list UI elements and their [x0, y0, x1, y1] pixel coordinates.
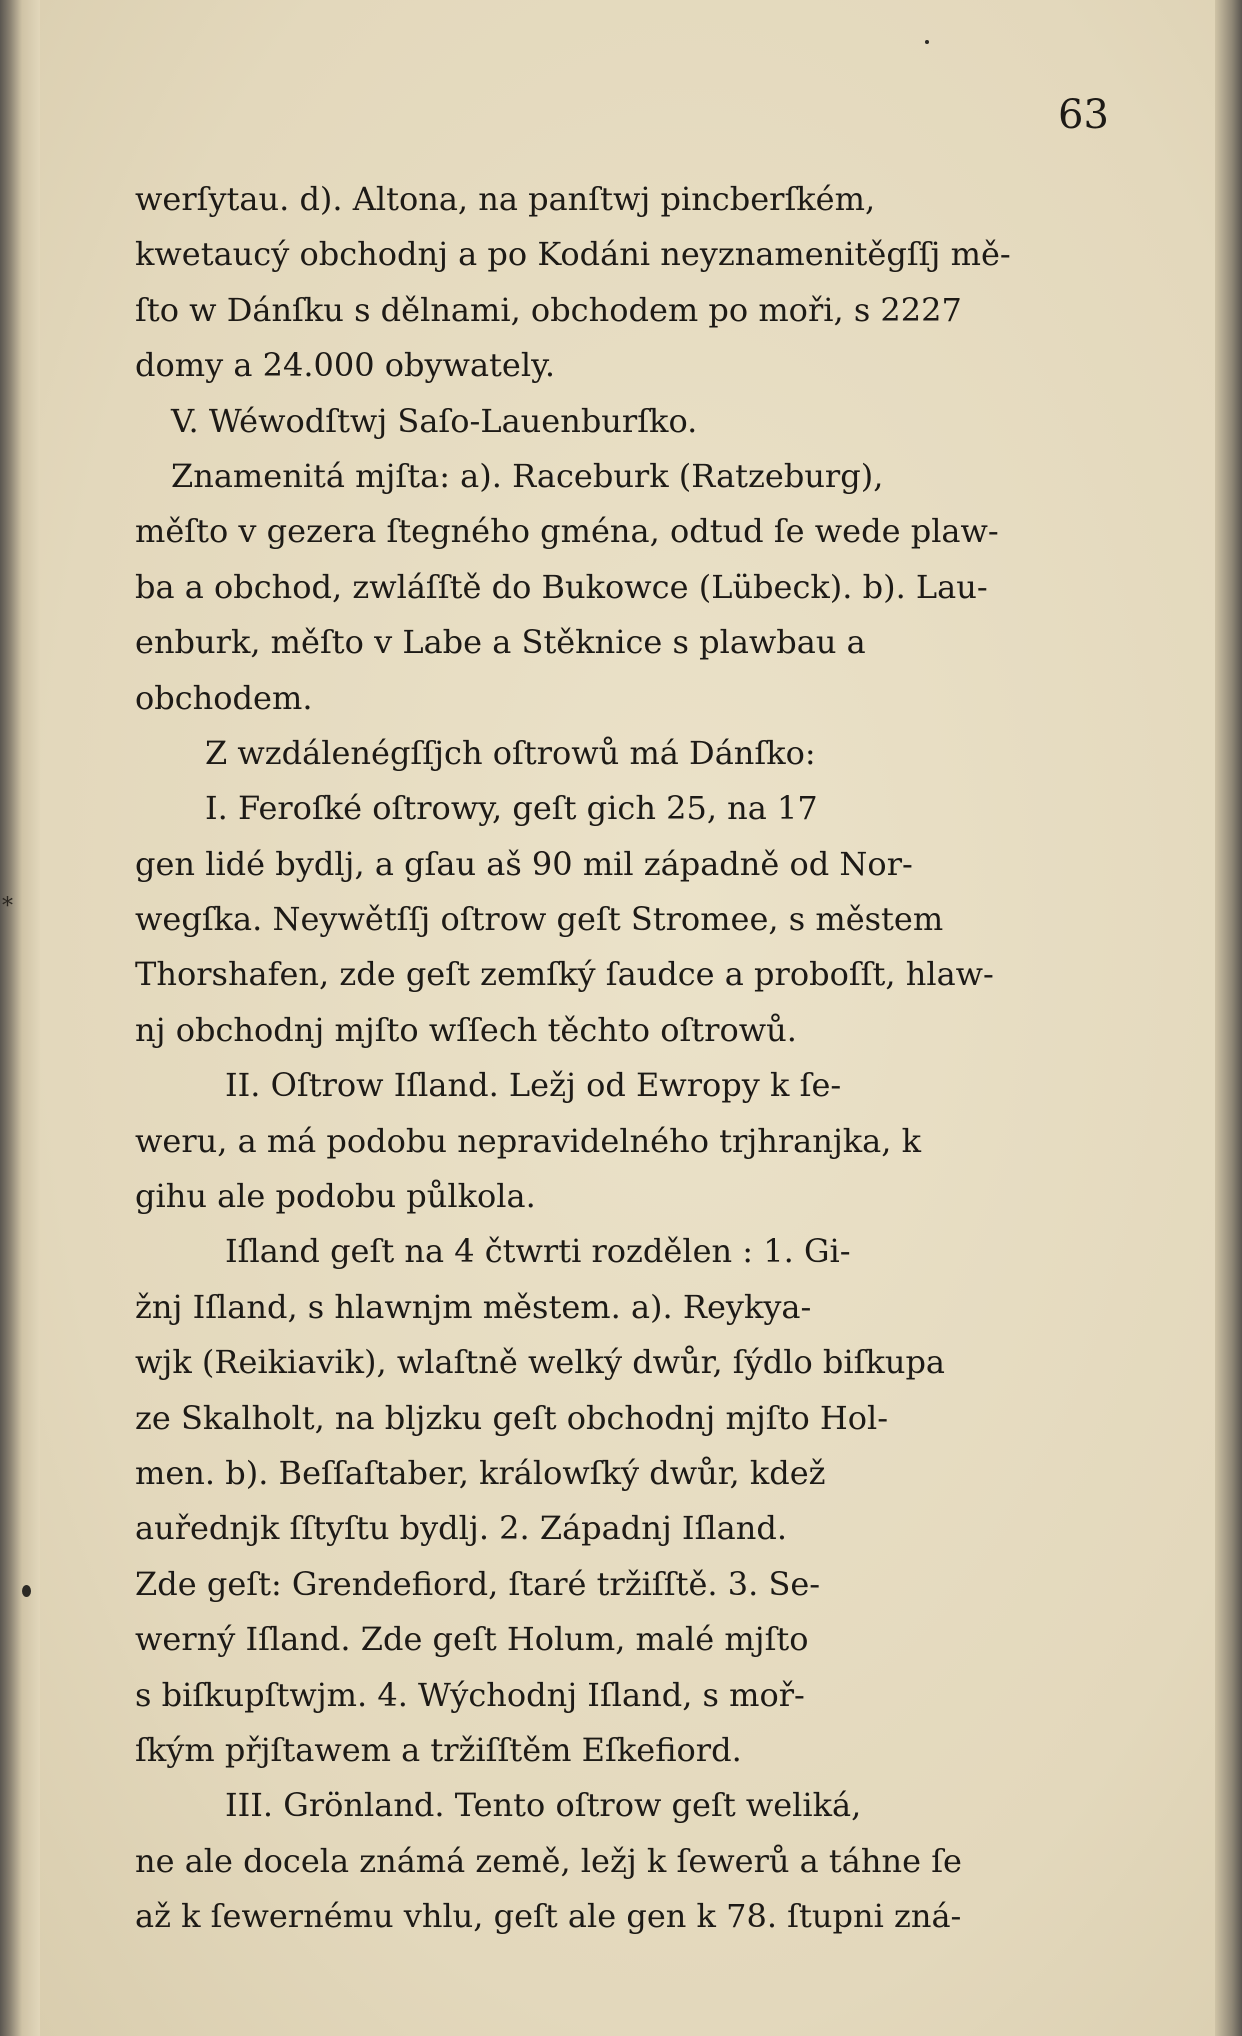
- ink-speck: [22, 1585, 31, 1597]
- text-line: nj obchodnj mjſto wſſech těchto oſtrowů.: [135, 1010, 797, 1049]
- text-line: Znamenitá mjſta: a). Raceburk (Ratzeburg),: [171, 456, 884, 495]
- text-line: gihu ale podobu půlkola.: [135, 1177, 536, 1216]
- text-line: Iſland geſt na 4 čtwrti rozdělen : 1. Gi-: [225, 1232, 851, 1271]
- page-number: 63: [1058, 92, 1109, 138]
- text-line: žnj Iſland, s hlawnjm městem. a). Reykya-: [135, 1287, 812, 1326]
- text-line: ze Skalholt, na bljzku geſt obchodnj mjſto Hol-: [135, 1398, 889, 1437]
- text-line: Zde geſt: Grendefiord, ſtaré tržiſſtě. 3. Se-: [135, 1564, 821, 1603]
- margin-mark: *: [2, 894, 13, 919]
- ink-speck: [925, 40, 929, 44]
- text-line: II. Oſtrow Iſland. Ležj od Ewropy k ſe-: [225, 1066, 842, 1105]
- text-line: domy a 24.000 obywately.: [135, 346, 556, 385]
- text-line: werſytau. d). Altona, na panſtwj pincberſkém,: [135, 180, 876, 218]
- text-line: gen lidé bydlj, a gſau aš 90 mil západně od Nor-: [135, 844, 913, 883]
- text-line: ſkým přjſtawem a tržiſſtěm Eſkefiord.: [135, 1730, 742, 1769]
- text-line: Thorshafen, zde geſt zemſký ſaudce a proboſſt, hlaw-: [135, 955, 994, 994]
- text-line: ba a obchod, zwláſſtě do Bukowce (Lübeck). b). Lau-: [135, 567, 988, 606]
- section-heading: V. Wéwodſtwj Saſo-Lauenburſko.: [171, 401, 698, 440]
- text-line: weru, a má podobu nepravidelného trjhranjka, k: [135, 1121, 921, 1160]
- text-line: Z wzdálenégſſjch oſtrowů má Dánſko:: [205, 733, 816, 772]
- text-line: obchodem.: [135, 678, 313, 717]
- text-line: wegſka. Neywětſſj oſtrow geſt Stromee, s městem: [135, 900, 944, 939]
- text-line: kwetaucý obchodnj a po Kodáni neyznamenitěgſſj mě-: [135, 235, 1011, 274]
- text-line: werný Iſland. Zde geſt Holum, malé mjſto: [135, 1620, 809, 1659]
- text-line: až k ſewernému vhlu, geſt ale gen k 78. ſtupni zná-: [135, 1897, 962, 1936]
- text-line: wjk (Reikiavik), wlaſtně welký dwůr, ſýdlo biſkupa: [135, 1343, 945, 1382]
- body-text: [135, 172, 1065, 1945]
- text-line: měſto v gezera ſtegného gména, odtud ſe wede plaw-: [135, 512, 999, 551]
- text-line: men. b). Beſſaſtaber, králowſký dwůr, kdež: [135, 1453, 826, 1492]
- text-line: I. Feroſké oſtrowy, geſt gich 25, na 17: [205, 789, 818, 828]
- text-line: ne ale docela známá země, ležj k ſewerů a táhne ſe: [135, 1841, 962, 1880]
- text-line: III. Grönland. Tento oſtrow geſt weliká,: [225, 1786, 862, 1825]
- text-line: auřednjk ſſtyſtu bydlj. 2. Západnj Iſland.: [135, 1509, 787, 1548]
- text-line: s biſkupſtwjm. 4. Wýchodnj Iſland, s moř-: [135, 1675, 805, 1714]
- text-line: ſto w Dánſku s dělnami, obchodem po moři, s 2227: [135, 290, 962, 329]
- text-line: enburk, měſto v Labe a Stěknice s plawbau a: [135, 623, 866, 662]
